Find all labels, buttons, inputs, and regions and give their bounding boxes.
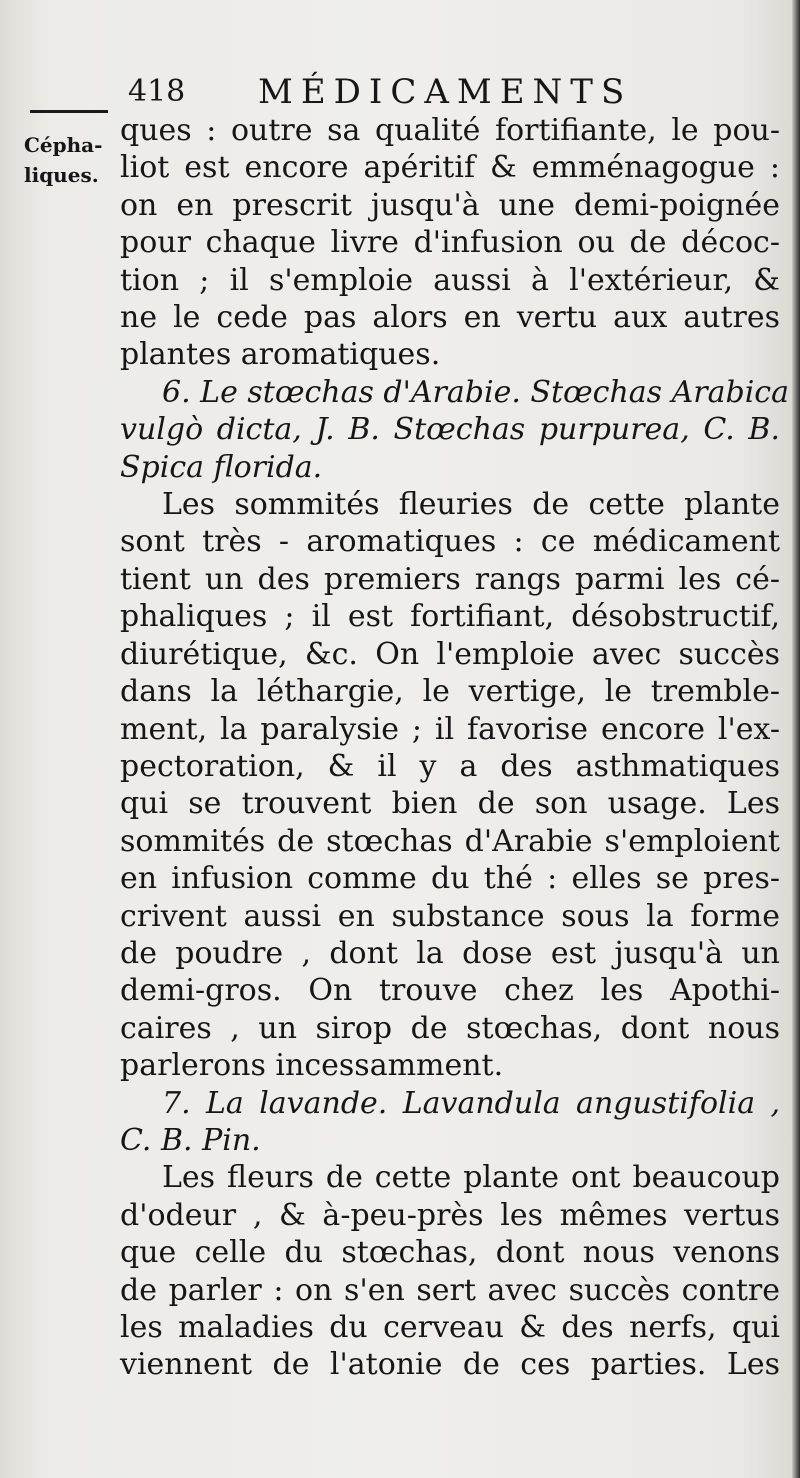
text-line: liot est encore apéritif & emménagogue : bbox=[120, 150, 780, 186]
text-line: de poudre , dont la dose est jusqu'à un bbox=[120, 935, 780, 971]
text-line: en infusion comme du thé : elles se pres- bbox=[120, 861, 780, 897]
text-line: phaliques ; il est fortifiant, désobstructif, bbox=[120, 599, 780, 635]
text-line: de parler : on s'en sert avec succès contre bbox=[120, 1272, 780, 1308]
text-line: pour chaque livre d'infusion ou de décoc- bbox=[120, 225, 780, 261]
text-line: qui se trouvent bien de son usage. Les bbox=[120, 786, 780, 822]
text-line: demi-gros. On trouve chez les Apothi- bbox=[120, 973, 780, 1009]
heading-line: Spica florida. bbox=[120, 449, 323, 485]
text-line: Les fleurs de cette plante ont beaucoup bbox=[162, 1160, 780, 1196]
text-line: tient un des premiers rangs parmi les cé- bbox=[120, 561, 780, 597]
page-number: 418 bbox=[128, 74, 186, 109]
text-line: plantes aromatiques. bbox=[120, 337, 441, 373]
text-line: caires , un sirop de stœchas, dont nous bbox=[120, 1010, 780, 1046]
text-line: que celle du stœchas, dont nous venons bbox=[120, 1235, 780, 1271]
marginal-note-line: liques. bbox=[24, 163, 99, 187]
marginal-note bbox=[24, 130, 110, 190]
text-line: Les sommités fleuries de cette plante bbox=[162, 487, 780, 523]
text-line: les maladies du cerveau & des nerfs, qui bbox=[120, 1310, 780, 1345]
text-line: crivent aussi en substance sous la forme bbox=[120, 898, 780, 934]
text-line: ment, la paralysie ; il favorise encore l'ex- bbox=[120, 711, 780, 747]
text-line: pectoration, & il y a des asthmatiques bbox=[120, 748, 780, 784]
text-line: d'odeur , & à-peu-près les mêmes vertus bbox=[120, 1197, 780, 1233]
running-head: MÉDICAMENTS bbox=[258, 72, 633, 112]
text-line: on en prescrit jusqu'à une demi-poignée bbox=[120, 187, 780, 223]
heading-line: 7. La lavande. Lavandula angustifolia , bbox=[162, 1085, 780, 1121]
text-line: ques : outre sa qualité fortifiante, le pou- bbox=[120, 113, 780, 148]
text-line: parlerons incessamment. bbox=[120, 1048, 504, 1084]
text-line: ne le cede pas alors en vertu aux autres bbox=[120, 300, 780, 336]
marginal-rule bbox=[30, 110, 108, 113]
page-edge-shadow bbox=[792, 0, 800, 1478]
text-line: diurétique, &c. On l'emploie avec succès bbox=[120, 636, 780, 672]
heading-line: 6. Le stœchas d'Arabie. Stœchas Arabica bbox=[162, 374, 789, 410]
body-text bbox=[120, 112, 789, 1384]
heading-line: C. B. Pin. bbox=[120, 1122, 261, 1158]
page-header bbox=[128, 72, 633, 112]
heading-line: vulgò dicta, J. B. Stœchas purpurea, C. B. bbox=[120, 412, 780, 448]
marginal-note-line: Cépha- bbox=[24, 133, 103, 157]
text-line: tion ; il s'emploie aussi à l'extérieur, & bbox=[120, 262, 780, 298]
text-line: viennent de l'atonie de ces parties. Les bbox=[120, 1347, 780, 1383]
text-line: sommités de stœchas d'Arabie s'emploient bbox=[120, 823, 780, 859]
text-line: sont très - aromatiques : ce médicament bbox=[120, 524, 780, 560]
text-line: dans la léthargie, le vertige, le tremble- bbox=[120, 674, 780, 710]
